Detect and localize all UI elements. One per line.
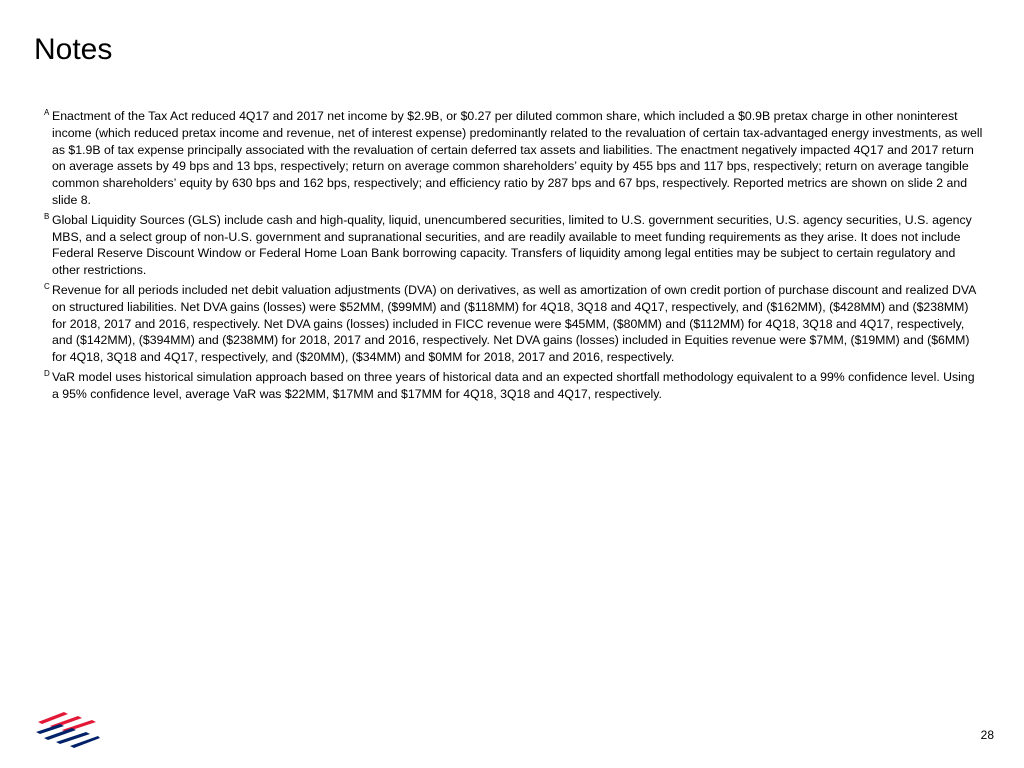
bank-flag-logo-icon bbox=[34, 708, 104, 748]
logo-stripes-blue bbox=[36, 724, 100, 748]
notes-list bbox=[44, 108, 984, 406]
note-d bbox=[44, 369, 984, 403]
note-text: Enactment of the Tax Act reduced 4Q17 and 2017 net income by $2.9B, or $0.27 per diluted common share, which included a $0.9B pretax charge in other noninterest income (which reduced pretax income and revenue, net of interest expense) predominantly related to the revaluation of certain tax-advantaged energy investments, as well as $1.9B of tax expense principally associated with the revaluation of certain deferred tax assets and liabilities. The enactment negatively impacted 4Q17 and 2017 return on average assets by 49 bps and 13 bps, respectively; return on average common shareholders’ equity by 455 bps and 117 bps, respectively; return on average tangible common shareholders’ equity by 630 bps and 162 bps, respectively; and efficiency ratio by 287 bps and 67 bps, respectively. Reported metrics are shown on slide 2 and slide 8. bbox=[52, 109, 983, 207]
note-text: Revenue for all periods included net debit valuation adjustments (DVA) on derivatives, as well as amortization of own credit portion of purchase discount and realized DVA on structured liabilities. Net DVA gains (losses) were $52MM, ($99MM) and ($118MM) for 4Q18, 3Q18 and 4Q17, respectively, and ($162MM), ($428MM) and ($238MM) for 2018, 2017 and 2016, respectively. Net DVA gains (losses) included in FICC revenue were $45MM, ($80MM) and ($112MM) for 4Q18, 3Q18 and 4Q17, respectively, and ($142MM), ($394MM) and ($238MM) for 2018, 2017 and 2016, respectively. Net DVA gains (losses) included in Equities revenue were $7MM, ($19MM) and ($6MM) for 4Q18, 3Q18 and 4Q17, respectively, and ($20MM), ($34MM) and $0MM for 2018, 2017 and 2016, respectively. bbox=[52, 282, 976, 365]
page-title: Notes bbox=[34, 33, 113, 66]
note-marker: B bbox=[44, 211, 50, 221]
note-text: VaR model uses historical simulation approach based on three years of historical data and an expected shortfall methodology equivalent to a 99% confidence level. Using a 95% confidence level, average VaR was $22MM, $17MM and $17MM for 4Q18, 3Q18 and 4Q17, respectively. bbox=[52, 369, 975, 401]
note-marker: D bbox=[44, 368, 50, 378]
note-marker: A bbox=[44, 108, 50, 117]
note-c bbox=[44, 282, 984, 366]
note-text: Global Liquidity Sources (GLS) include cash and high-quality, liquid, unencumbered securities, limited to U.S. government securities, U.S. agency securities, U.S. agency MBS, and a select group of non-U.S. government and supranational securities, and are readily available to meet funding requirements as they arise. It does not include Federal Reserve Discount Window or Federal Home Loan Bank borrowing capacity. Transfers of liquidity among legal entities may be subject to certain regulatory and other restrictions. bbox=[52, 212, 972, 278]
note-b bbox=[44, 212, 984, 279]
page-number: 28 bbox=[980, 728, 994, 742]
note-a bbox=[44, 108, 984, 209]
note-marker: C bbox=[44, 281, 50, 291]
